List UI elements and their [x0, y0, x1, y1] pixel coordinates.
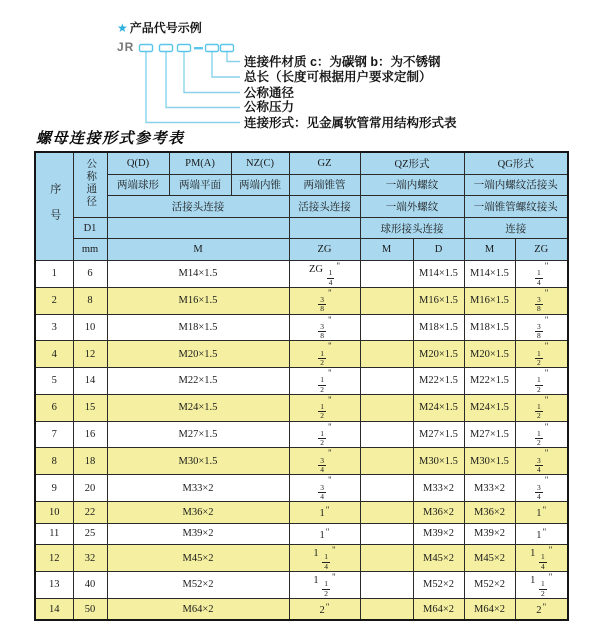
- cell-qz-d: M36×2: [413, 502, 464, 524]
- cell-qz-m: [360, 368, 413, 395]
- diagram-label-material: 连接件材质 c：为碳钢 b：为不锈钢: [244, 55, 441, 69]
- header-dn: 公称通径: [73, 152, 107, 217]
- cell-qz-m: [360, 598, 413, 620]
- code-box: [178, 45, 191, 52]
- cell-seq: 13: [35, 571, 73, 598]
- header-empty-span: [107, 217, 289, 239]
- cell-qz-m: [360, 475, 413, 502]
- cell-qz-m: [360, 571, 413, 598]
- header-nz-sub: 两端内锥: [231, 174, 289, 196]
- code-box: [206, 45, 219, 52]
- cell-gz: $\frac{3}{4}$ ": [289, 475, 360, 502]
- header-qg-sub1: 一端内螺纹活接头: [464, 174, 568, 196]
- header-qz: QZ形式: [360, 152, 464, 174]
- header-qg-m: M: [464, 239, 515, 261]
- header-qz-sub3: 球形接头连接: [360, 217, 464, 239]
- header-gz: GZ: [289, 152, 360, 174]
- header-row-2: [35, 174, 568, 196]
- header-pm: PM(A): [169, 152, 231, 174]
- table-row: [35, 341, 568, 368]
- header-qg-zg: ZG: [515, 239, 568, 261]
- table-row: [35, 502, 568, 524]
- cell-seq: 1: [35, 260, 73, 287]
- header-qz-sub1: 一端内螺纹: [360, 174, 464, 196]
- cell-seq: 6: [35, 394, 73, 421]
- header-pm-sub: 两端平面: [169, 174, 231, 196]
- header-nz: NZ(C): [231, 152, 289, 174]
- code-box: [160, 45, 173, 52]
- header-d1: D1: [73, 217, 107, 239]
- cell-dn: 25: [73, 523, 107, 545]
- cell-m: M33×2: [107, 475, 289, 502]
- header-qz-d: D: [413, 239, 464, 261]
- cell-dn: 18: [73, 448, 107, 475]
- cell-dn: 40: [73, 571, 107, 598]
- table-row: [35, 598, 568, 620]
- cell-qz-d: M52×2: [413, 571, 464, 598]
- cell-qg-zg: 1 $\frac{1}{4}$ ": [515, 545, 568, 572]
- cell-dn: 20: [73, 475, 107, 502]
- cell-seq: 8: [35, 448, 73, 475]
- cell-dn: 10: [73, 314, 107, 341]
- cell-qz-d: M30×1.5: [413, 448, 464, 475]
- header-q: Q(D): [107, 152, 169, 174]
- diagram-heading: [117, 19, 202, 36]
- cell-qz-d: M18×1.5: [413, 314, 464, 341]
- table-row: [35, 545, 568, 572]
- table-row: [35, 571, 568, 598]
- connector-line: [227, 52, 240, 62]
- header-gz-sub: 两端锥管: [289, 174, 360, 196]
- cell-qg-m: M36×2: [464, 502, 515, 524]
- cell-qg-zg: $\frac{1}{2}$ ": [515, 421, 568, 448]
- cell-qg-zg: $\frac{3}{4}$ ": [515, 475, 568, 502]
- code-box: [140, 45, 153, 52]
- header-q-sub: 两端球形: [107, 174, 169, 196]
- header-zg: ZG: [289, 239, 360, 261]
- cell-qg-m: M52×2: [464, 571, 515, 598]
- connector-lines: [146, 52, 240, 123]
- cell-qz-d: M39×2: [413, 523, 464, 545]
- diagram-label-connection: 连接形式：见金属软管常用结构形式表: [244, 116, 457, 130]
- code-boxes: [140, 45, 234, 52]
- cell-gz: 1 $\frac{1}{2}$ ": [289, 571, 360, 598]
- cell-qz-m: [360, 545, 413, 572]
- cell-qg-zg: $\frac{1}{2}$ ": [515, 341, 568, 368]
- cell-gz: 1": [289, 523, 360, 545]
- table-row: [35, 260, 568, 287]
- cell-seq: 11: [35, 523, 73, 545]
- code-box: [221, 45, 234, 52]
- cell-qz-m: [360, 421, 413, 448]
- cell-qz-d: M16×1.5: [413, 287, 464, 314]
- header-seq: 序号: [35, 152, 73, 260]
- cell-m: M39×2: [107, 523, 289, 545]
- cell-qz-d: M27×1.5: [413, 421, 464, 448]
- diagram-label-pressure: 公称压力: [244, 100, 295, 114]
- cell-qg-m: M33×2: [464, 475, 515, 502]
- cell-gz: 2": [289, 598, 360, 620]
- header-qz-sub2: 一端外螺纹: [360, 196, 464, 218]
- header-gz-empty: [289, 217, 360, 239]
- cell-qg-m: M24×1.5: [464, 394, 515, 421]
- diagram-label-diameter: 公称通径: [244, 86, 295, 100]
- table-row: [35, 421, 568, 448]
- cell-qg-zg: $\frac{3}{8}$ ": [515, 314, 568, 341]
- cell-gz: 1 $\frac{1}{4}$ ": [289, 545, 360, 572]
- header-row-5: [35, 239, 568, 261]
- cell-dn: 6: [73, 260, 107, 287]
- cell-gz: $\frac{1}{2}$ ": [289, 394, 360, 421]
- cell-qz-d: M20×1.5: [413, 341, 464, 368]
- cell-qg-zg: $\frac{3}{8}$ ": [515, 287, 568, 314]
- cell-seq: 4: [35, 341, 73, 368]
- cell-seq: 14: [35, 598, 73, 620]
- cell-dn: 8: [73, 287, 107, 314]
- cell-gz: $\frac{3}{8}$ ": [289, 314, 360, 341]
- cell-qg-m: M14×1.5: [464, 260, 515, 287]
- cell-qg-zg: $\frac{3}{4}$ ": [515, 448, 568, 475]
- cell-qz-m: [360, 260, 413, 287]
- cell-dn: 32: [73, 545, 107, 572]
- cell-qz-m: [360, 523, 413, 545]
- header-mm: mm: [73, 239, 107, 261]
- cell-qg-m: M16×1.5: [464, 287, 515, 314]
- cell-m: M45×2: [107, 545, 289, 572]
- diagram-label-length: 总长（长度可根据用户要求定制）: [244, 70, 432, 84]
- table-row: [35, 475, 568, 502]
- table-body: [35, 260, 568, 620]
- cell-dn: 15: [73, 394, 107, 421]
- connector-line: [212, 52, 240, 77]
- cell-qz-m: [360, 314, 413, 341]
- cell-m: M14×1.5: [107, 260, 289, 287]
- header-row-1: [35, 152, 568, 174]
- cell-qg-zg: 1 $\frac{1}{2}$ ": [515, 571, 568, 598]
- table-row: [35, 523, 568, 545]
- cell-m: M52×2: [107, 571, 289, 598]
- cell-m: M36×2: [107, 502, 289, 524]
- cell-seq: 3: [35, 314, 73, 341]
- cell-qg-m: M22×1.5: [464, 368, 515, 395]
- header-union-span: 活接头连接: [107, 196, 289, 218]
- cell-qg-m: M64×2: [464, 598, 515, 620]
- cell-qg-m: M45×2: [464, 545, 515, 572]
- cell-qz-m: [360, 448, 413, 475]
- header-row-3: [35, 196, 568, 218]
- header-gz-union: 活接头连接: [289, 196, 360, 218]
- cell-dn: 16: [73, 421, 107, 448]
- table-row: [35, 448, 568, 475]
- cell-m: M24×1.5: [107, 394, 289, 421]
- code-dash: [194, 47, 203, 49]
- header-qz-m: M: [360, 239, 413, 261]
- cell-gz: $\frac{3}{4}$ ": [289, 448, 360, 475]
- cell-dn: 14: [73, 368, 107, 395]
- cell-qz-d: M45×2: [413, 545, 464, 572]
- header-qg: QG形式: [464, 152, 568, 174]
- cell-m: M30×1.5: [107, 448, 289, 475]
- cell-seq: 9: [35, 475, 73, 502]
- cell-m: M20×1.5: [107, 341, 289, 368]
- cell-qz-d: M24×1.5: [413, 394, 464, 421]
- cell-gz: $\frac{1}{2}$ ": [289, 368, 360, 395]
- cell-qz-m: [360, 287, 413, 314]
- diagram-heading-text: 产品代号示例: [129, 21, 202, 35]
- table-row: [35, 314, 568, 341]
- cell-dn: 12: [73, 341, 107, 368]
- cell-seq: 2: [35, 287, 73, 314]
- cell-qg-m: M39×2: [464, 523, 515, 545]
- header-m-span: M: [107, 239, 289, 261]
- cell-m: M64×2: [107, 598, 289, 620]
- table-row: [35, 394, 568, 421]
- cell-qg-zg: 1": [515, 523, 568, 545]
- cell-seq: 7: [35, 421, 73, 448]
- cell-qz-m: [360, 502, 413, 524]
- cell-qg-m: M30×1.5: [464, 448, 515, 475]
- cell-qg-m: M20×1.5: [464, 341, 515, 368]
- table-row: [35, 287, 568, 314]
- cell-qg-zg: $\frac{1}{2}$ ": [515, 394, 568, 421]
- header-qg-sub3: 连接: [464, 217, 568, 239]
- cell-m: M27×1.5: [107, 421, 289, 448]
- cell-seq: 5: [35, 368, 73, 395]
- cell-m: M22×1.5: [107, 368, 289, 395]
- cell-gz: $\frac{1}{2}$ ": [289, 341, 360, 368]
- cell-seq: 10: [35, 502, 73, 524]
- cell-qg-m: M27×1.5: [464, 421, 515, 448]
- cell-qg-zg: $\frac{1}{2}$ ": [515, 368, 568, 395]
- header-qg-sub2: 一端锥管螺纹接头: [464, 196, 568, 218]
- star-icon: ★: [117, 20, 128, 35]
- cell-qz-d: M33×2: [413, 475, 464, 502]
- page-title: 螺母连接形式参考表: [36, 131, 185, 147]
- cell-m: M16×1.5: [107, 287, 289, 314]
- cell-gz: $\frac{3}{8}$ ": [289, 287, 360, 314]
- cell-seq: 12: [35, 545, 73, 572]
- cell-qz-m: [360, 394, 413, 421]
- cell-dn: 50: [73, 598, 107, 620]
- table-row: [35, 368, 568, 395]
- cell-qz-d: M22×1.5: [413, 368, 464, 395]
- cell-qg-zg: 2": [515, 598, 568, 620]
- cell-gz: 1": [289, 502, 360, 524]
- cell-qz-m: [360, 341, 413, 368]
- connector-line: [146, 52, 240, 123]
- cell-qg-zg: 1": [515, 502, 568, 524]
- header-row-4: [35, 217, 568, 239]
- connector-line: [166, 52, 240, 108]
- nut-connection-table: [34, 151, 569, 621]
- cell-gz: $\frac{1}{2}$ ": [289, 421, 360, 448]
- cell-qg-zg: $\frac{1}{4}$ ": [515, 260, 568, 287]
- cell-qg-m: M18×1.5: [464, 314, 515, 341]
- cell-m: M18×1.5: [107, 314, 289, 341]
- table-header: [35, 152, 568, 260]
- cell-qz-d: M14×1.5: [413, 260, 464, 287]
- product-code-prefix: JR: [117, 40, 135, 54]
- cell-dn: 22: [73, 502, 107, 524]
- cell-qz-d: M64×2: [413, 598, 464, 620]
- cell-gz: ZG $\frac{1}{4}$ ": [289, 260, 360, 287]
